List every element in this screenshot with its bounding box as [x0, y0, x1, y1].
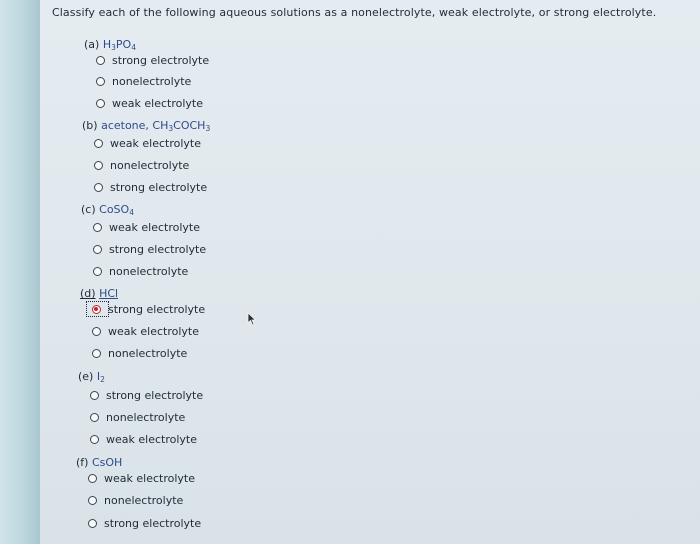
question-d-option-3[interactable] [92, 347, 187, 360]
option-label: nonelectrolyte [109, 265, 189, 278]
option-label: strong electrolyte [104, 517, 202, 530]
radio-button[interactable] [93, 223, 102, 232]
option-label: strong electrolyte [109, 243, 207, 256]
radio-button-selected[interactable] [92, 305, 101, 314]
question-prompt: Classify each of the following aqueous solutions as a nonelectrolyte, weak electrolyte, or strong electrolyte. [52, 6, 657, 19]
option-label: strong electrolyte [106, 389, 204, 402]
question-e-option-2[interactable] [90, 411, 185, 424]
question-c-label [81, 203, 134, 217]
option-label: nonelectrolyte [112, 75, 192, 88]
question-c-formula: CoSO$_4$ [99, 203, 134, 217]
option-label: weak electrolyte [108, 325, 199, 338]
question-c-letter: (c) [81, 203, 96, 216]
option-label: weak electrolyte [109, 221, 200, 234]
question-a-formula: $H_3PO_4$ [102, 38, 136, 52]
option-label: nonelectrolyte [108, 347, 188, 360]
question-e-option-1[interactable] [90, 389, 203, 402]
radio-button[interactable] [94, 139, 103, 148]
radio-button[interactable] [93, 245, 102, 254]
question-d-formula: HCl [99, 287, 119, 300]
mouse-pointer-icon [247, 312, 257, 326]
question-b-option-3[interactable] [94, 181, 207, 194]
question-a-letter: (a) [84, 38, 100, 51]
question-d-option-2[interactable] [92, 325, 199, 338]
option-label: nonelectrolyte [106, 411, 186, 424]
question-e-option-3[interactable] [90, 433, 197, 446]
question-f-option-2[interactable] [88, 494, 183, 507]
question-e-formula: $I_2$ [96, 370, 105, 384]
question-f-option-1[interactable] [88, 472, 195, 485]
option-label: weak electrolyte [112, 97, 203, 110]
radio-button[interactable] [94, 161, 103, 170]
radio-button[interactable] [94, 183, 103, 192]
question-f-label [76, 456, 122, 469]
question-d-option-1[interactable] [92, 303, 205, 316]
question-b-formula: acetone, $CH_3COCH_3$ [101, 119, 211, 133]
radio-button[interactable] [92, 349, 101, 358]
question-e-letter: (e) [78, 370, 94, 383]
question-e-label [78, 370, 105, 384]
option-label: strong electrolyte [110, 181, 208, 194]
question-a-option-2[interactable] [96, 75, 191, 88]
option-label: weak electrolyte [110, 137, 201, 150]
option-label: nonelectrolyte [110, 159, 190, 172]
question-c-option-2[interactable] [93, 243, 206, 256]
option-label: weak electrolyte [104, 472, 195, 485]
radio-button[interactable] [93, 267, 102, 276]
radio-button[interactable] [96, 56, 105, 65]
question-d-letter: (d) [80, 287, 96, 300]
question-d-label [80, 287, 118, 300]
radio-button[interactable] [88, 474, 97, 483]
question-b-letter: (b) [82, 119, 98, 132]
question-b-option-2[interactable] [94, 159, 189, 172]
question-c-option-1[interactable] [93, 221, 200, 234]
question-a-label [84, 38, 136, 52]
radio-button[interactable] [88, 519, 97, 528]
radio-button[interactable] [96, 77, 105, 86]
question-b-option-1[interactable] [94, 137, 201, 150]
radio-button[interactable] [92, 327, 101, 336]
question-f-formula: CsOH [91, 456, 123, 469]
radio-button[interactable] [88, 496, 97, 505]
question-a-option-1[interactable] [96, 54, 209, 67]
option-label: strong electrolyte [108, 303, 206, 316]
question-f-letter: (f) [76, 456, 89, 469]
radio-button[interactable] [90, 413, 99, 422]
question-f-option-3[interactable] [88, 517, 201, 530]
question-b-label [82, 119, 210, 133]
radio-button[interactable] [90, 391, 99, 400]
option-label: weak electrolyte [106, 433, 197, 446]
question-a-option-3[interactable] [96, 97, 203, 110]
radio-button[interactable] [90, 435, 99, 444]
left-margin-strip [0, 0, 40, 544]
option-label: nonelectrolyte [104, 494, 184, 507]
option-label: strong electrolyte [112, 54, 210, 67]
radio-button[interactable] [96, 99, 105, 108]
question-c-option-3[interactable] [93, 265, 188, 278]
